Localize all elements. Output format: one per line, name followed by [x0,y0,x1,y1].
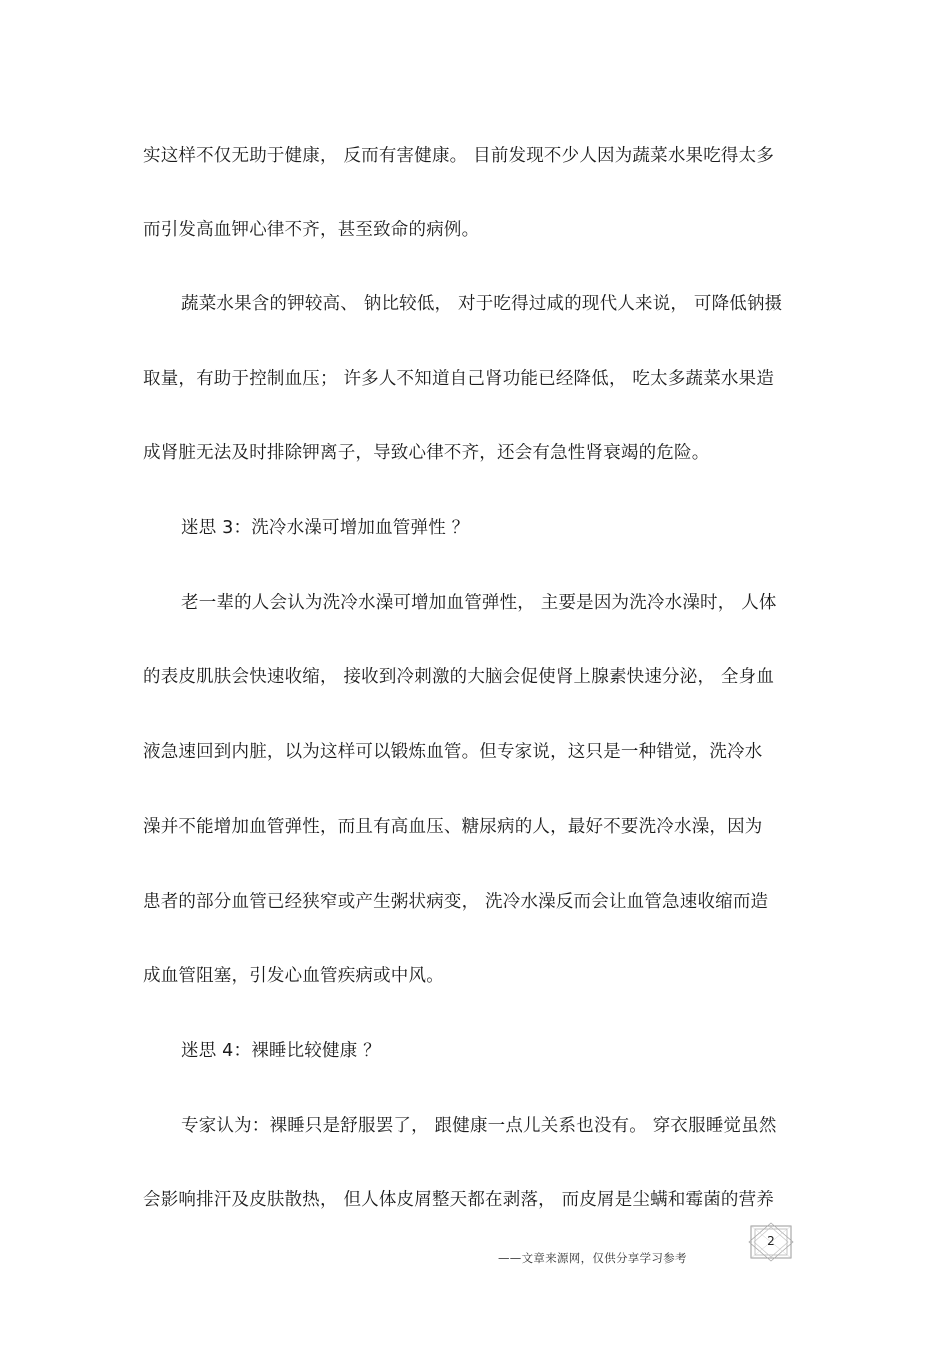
paragraph-line: 蔬菜水果含的钾较高、 钠比较低， 对于吃得过咸的现代人来说， 可降低钠摄 [181,294,783,314]
paragraph-line: 澡并不能增加血管弹性，而且有高血压、糖尿病的人，最好不要洗冷水澡，因为 [143,817,763,837]
paragraph-line: 液急速回到内脏，以为这样可以锻炼血管。但专家说，这只是一种错觉，洗冷水 [143,742,763,762]
paragraph-line: 而引发高血钾心律不齐，甚至致命的病例。 [143,220,480,240]
page-number: 2 [767,1234,775,1248]
footer-source-note: ——文章来源网，仅供分享学习参考 [498,1251,687,1265]
paragraph-line: 专家认为：裸睡只是舒服罢了， 跟健康一点儿关系也没有。 穿衣服睡觉虽然 [181,1116,777,1136]
paragraph-line: 成肾脏无法及时排除钾离子，导致心律不齐，还会有急性肾衰竭的危险。 [143,443,710,463]
paragraph-line: 成血管阻塞，引发心血管疾病或中风。 [143,966,444,986]
paragraph-line: 的表皮肌肤会快速收缩， 接收到冷刺激的大脑会促使肾上腺素快速分泌， 全身血 [143,667,775,687]
paragraph-line: 实这样不仅无助于健康， 反而有害健康。 目前发现不少人因为蔬菜水果吃得太多 [143,146,775,166]
paragraph-line: 老一辈的人会认为洗冷水澡可增加血管弹性， 主要是因为洗冷水澡时， 人体 [181,593,777,613]
page-number-badge [748,1222,794,1262]
paragraph-line: 取量，有助于控制血压； 许多人不知道自己肾功能已经降低， 吃太多蔬菜水果造 [143,369,775,389]
paragraph-line: 会影响排汗及皮肤散热， 但人体皮屑整天都在剥落， 而皮屑是尘螨和霉菌的营养 [143,1190,775,1210]
section-heading: 迷思 3：洗冷水澡可增加血管弹性 ？ [181,518,470,538]
section-heading: 迷思 4：裸睡比较健康 ？ [181,1041,381,1061]
paragraph-line: 患者的部分血管已经狭窄或产生粥状病变， 洗冷水澡反而会让血管急速收缩而造 [143,892,769,912]
